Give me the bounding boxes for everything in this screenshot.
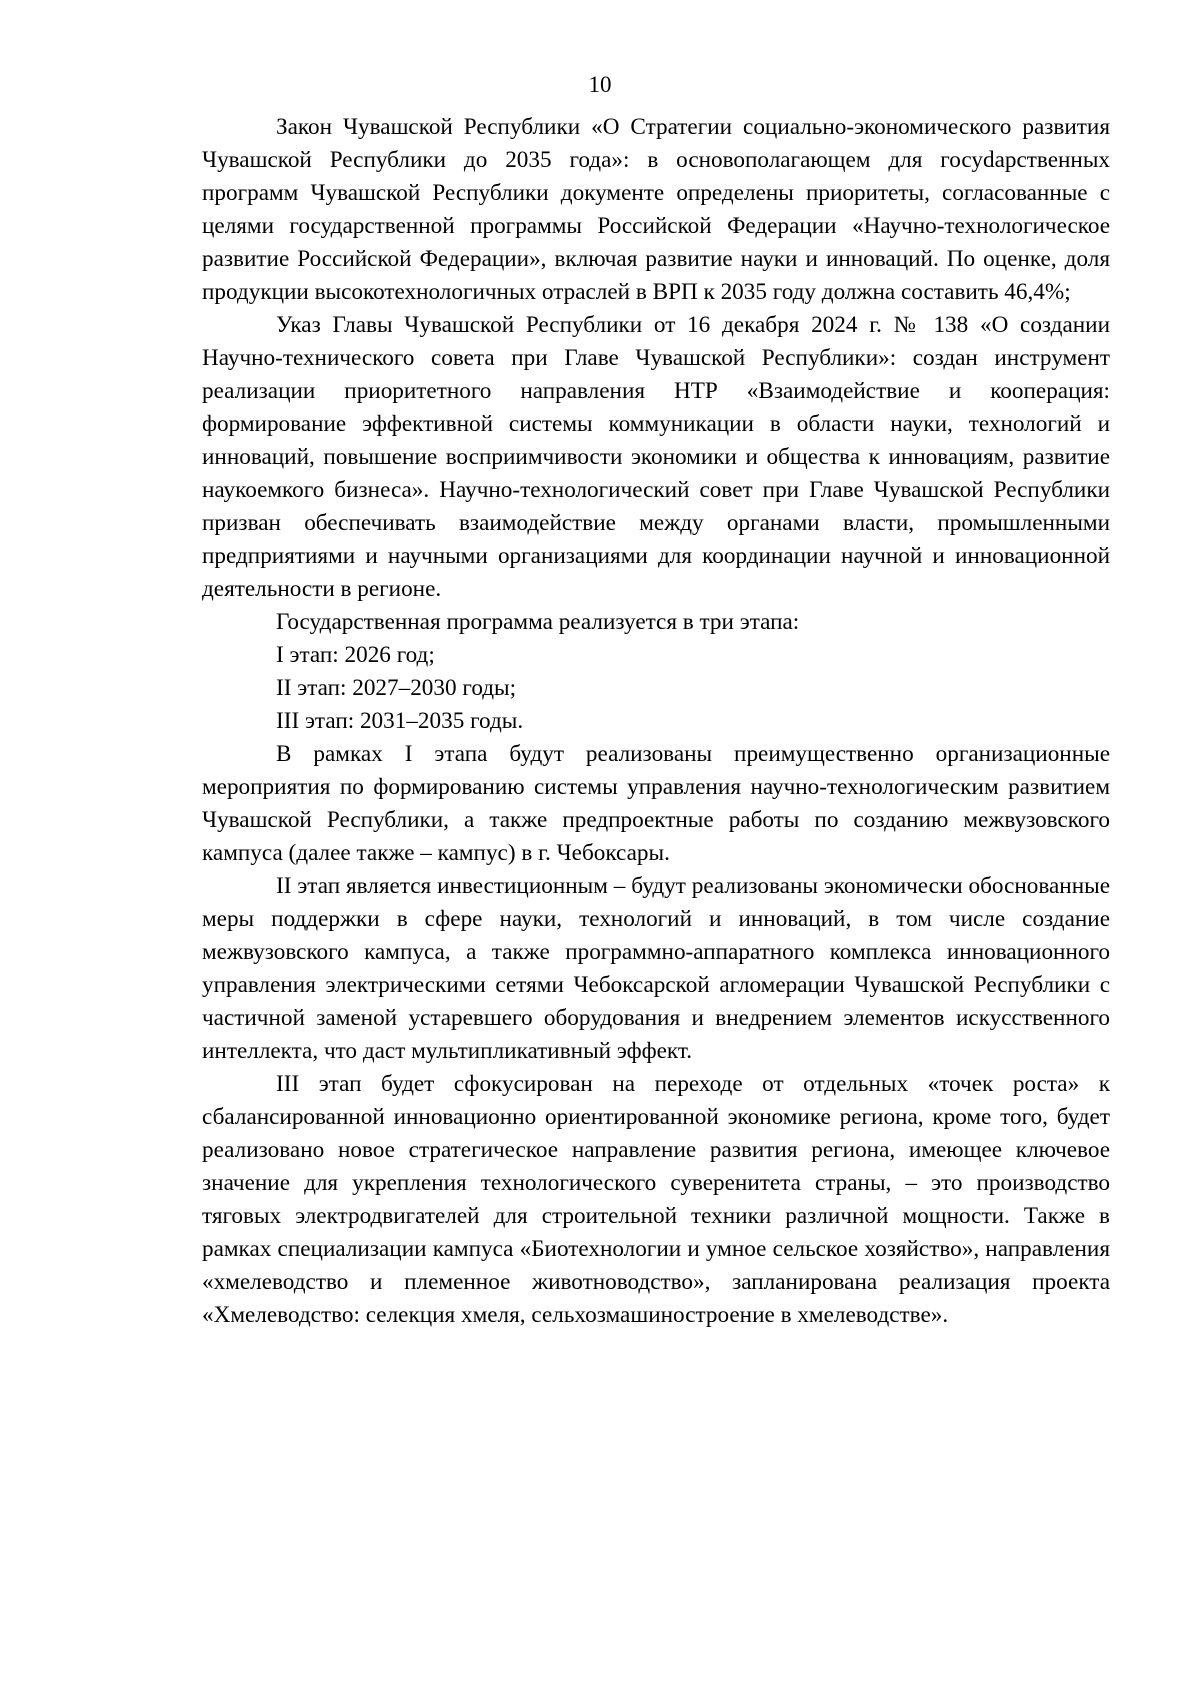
paragraph-stage-1-details: В рамках I этапа будут реализованы преимущественно организационные мероприятия по формированию системы управления научно-технологическим развитием Чувашской Республики, а также предпроектные работы по созданию межвузовского кампуса (далее также – кампус) в г. Чебоксары. <box>202 741 1110 866</box>
paragraph-stage-3-details: III этап будет сфокусирован на переходе от отдельных «точек роста» к сбалансированной инновационно ориентированной экономике региона, кроме того, будет реализовано новое стратегическое направление развития региона, имеющее ключевое значение для укрепления технологического суверенитета страны, – это производство тяговых электродвигателей для строительной техники различной мощности. Также в рамках специализации кампуса «Биотехнологии и умное сельское хозяйство», направления «хмелеводство и племенное животноводство», запланирована реализация проекта «Хмелеводство: селекция хмеля, сельхозмашиностроение в хмелеводстве». <box>202 1071 1110 1328</box>
paragraph-stage-2-details: II этап является инвестиционным – будут реализованы экономически обоснованные меры поддержки в сфере науки, технологий и инноваций, в том числе создание межвузовского кампуса, а также программно-аппаратного комплекса инновационного управления электрическими сетями Чебоксарской агломерации Чувашской Республики с частичной заменой устаревшего оборудования и внедрением элементов искусственного интеллекта, что даст мультипликативный эффект. <box>202 873 1110 1064</box>
paragraph-decree: Указ Главы Чувашской Республики от 16 декабря 2024 г. № 138 «О создании Научно-технического совета при Главе Чувашской Республики»: создан инструмент реализации приоритетного направления НТР «Взаимодействие и кооперация: формирование эффективной системы коммуникации в области науки, технологий и инноваций, повышение восприимчивости экономики и общества к инновациям, развитие наукоемкого бизнеса». Научно-технологический совет при Главе Чувашской Республики призван обеспечивать взаимодействие между органами власти, промышленными предприятиями и научными организациями для координации научной и инновационной деятельности в регионе. <box>202 312 1110 602</box>
page-number: 10 <box>588 72 612 97</box>
stage-2-item: II этап: 2027–2030 годы; <box>276 675 517 701</box>
paragraph-strategy-law: Закон Чувашской Республики «О Стратегии социально-экономического развития Чувашской Республики до 2035 года»: в основополагающем для госуdарственных программ Чувашской Республики документе определены приоритеты, согласованные с целями государственной программы Российской Федерации «Научно-технологическое развитие Российской Федерации», включая развитие науки и инноваций. По оценке, доля продукции высокотехнологичных отраслей в ВРП к 2035 году должна составить 46,4%; <box>202 114 1110 305</box>
paragraph-stages-intro: Государственная программа реализуется в три этапа: <box>276 609 800 635</box>
stage-1-item: I этап: 2026 год; <box>276 642 435 668</box>
stage-3-item: III этап: 2031–2035 годы. <box>276 708 524 734</box>
document-body <box>202 111 1110 1332</box>
